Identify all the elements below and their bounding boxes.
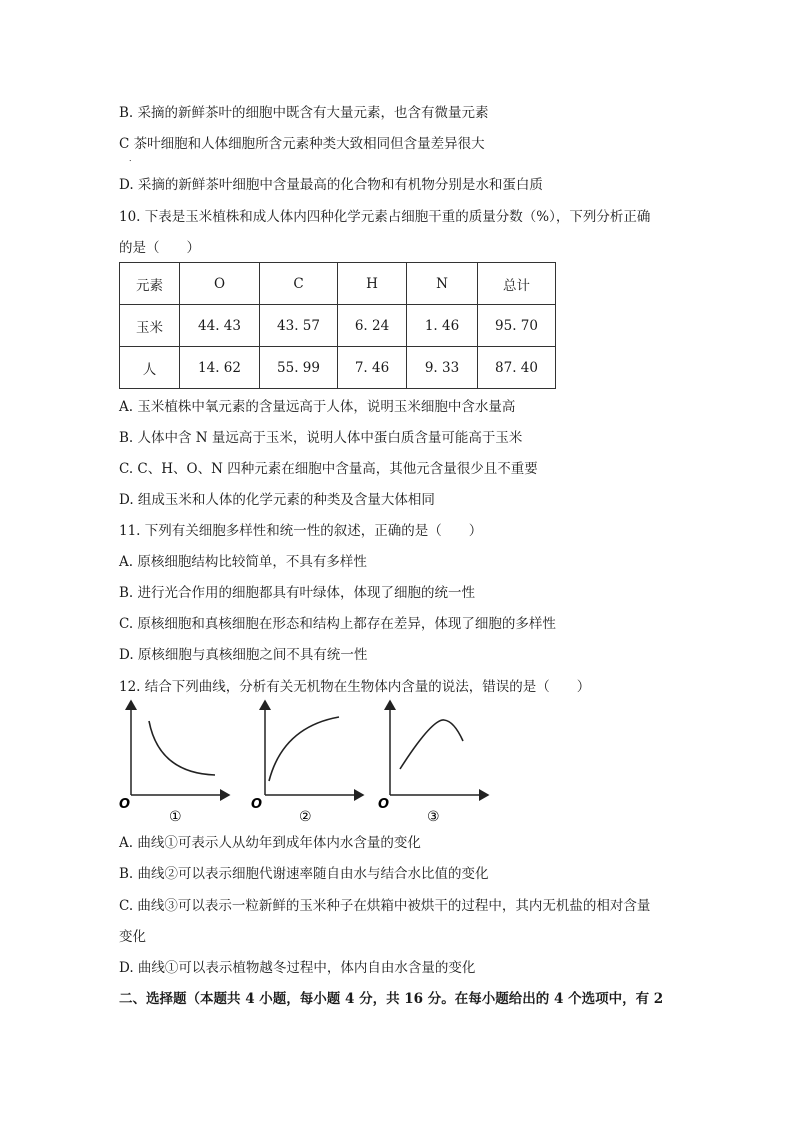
table-cell: 人	[120, 347, 180, 389]
table-header-cell: 总计	[478, 263, 556, 305]
curve-line	[269, 717, 339, 781]
curve-graph-1	[115, 695, 235, 825]
table-cell: 55. 99	[260, 347, 338, 389]
table-row	[120, 305, 556, 347]
table-header-row	[120, 263, 556, 305]
graph-caption: ③	[427, 809, 440, 825]
table-cell: 14. 62	[180, 347, 260, 389]
q9-option-d: D. 采摘的新鲜茶叶细胞中含量最高的化合物和有机物分别是水和蛋白质	[119, 177, 543, 193]
q11-stem: 11. 下列有关细胞多样性和统一性的叙述，正确的是（ ）	[119, 523, 483, 539]
graph-caption: ②	[299, 809, 312, 825]
table-cell: 1. 46	[407, 305, 478, 347]
emphasis-dot: ．	[129, 154, 137, 163]
q10-option-a: A. 玉米植株中氧元素的含量远高于人体，说明玉米细胞中含水量高	[119, 399, 516, 415]
curve-line	[149, 721, 215, 775]
q12-option-a: A. 曲线①可表示人从幼年到成年体内水含量的变化	[119, 835, 421, 851]
q11-option-a: A. 原核细胞结构比较简单，不具有多样性	[119, 554, 367, 570]
table-row	[120, 347, 556, 389]
graph-caption: ①	[169, 809, 182, 825]
q9-option-b: B. 采摘的新鲜茶叶的细胞中既含有大量元素，也含有微量元素	[119, 105, 489, 121]
q10-stem-line2: 的是（ ）	[119, 240, 200, 256]
table-header-cell: 元素	[120, 263, 180, 305]
table-cell: 玉米	[120, 305, 180, 347]
table-header-cell: C	[260, 263, 338, 305]
table-cell: 44. 43	[180, 305, 260, 347]
q12-option-c-line1: C. 曲线③可以表示一粒新鲜的玉米种子在烘箱中被烘干的过程中，其内无机盐的相对含量	[119, 898, 651, 914]
origin-label: O	[378, 797, 390, 812]
q10-option-c: C. C、H、O、N 四种元素在细胞中含量高，其他元含量很少且不重要	[119, 461, 538, 477]
q11-option-b: B. 进行光合作用的细胞都具有叶绿体，体现了细胞的统一性	[119, 585, 476, 601]
table-cell: 7. 46	[338, 347, 407, 389]
q12-option-d: D. 曲线①可以表示植物越冬过程中，体内自由水含量的变化	[119, 960, 476, 976]
q12-option-c-line2: 变化	[119, 929, 146, 945]
table-cell: 9. 33	[407, 347, 478, 389]
table-header-cell: H	[338, 263, 407, 305]
q11-option-c: C. 原核细胞和真核细胞在形态和结构上都存在差异，体现了细胞的多样性	[119, 616, 556, 632]
q10-option-b: B. 人体中含 N 量远高于玉米，说明人体中蛋白质含量可能高于玉米	[119, 430, 523, 446]
table-cell: 87. 40	[478, 347, 556, 389]
q10-option-d: D. 组成玉米和人体的化学元素的种类及含量大体相同	[119, 492, 435, 508]
q12-stem: 12. 结合下列曲线，分析有关无机物在生物体内含量的说法，错误的是（ ）	[119, 679, 591, 695]
origin-label: O	[251, 797, 263, 812]
q9-option-c: C 茶叶细胞和人体细胞所含元素种类大致相同但含量差异很大	[119, 136, 485, 152]
table-cell: 95. 70	[478, 305, 556, 347]
table-header-cell: N	[407, 263, 478, 305]
q12-option-b: B. 曲线②可以表示细胞代谢速率随自由水与结合水比值的变化	[119, 866, 489, 882]
table-cell: 43. 57	[260, 305, 338, 347]
curve-graph-3	[370, 695, 495, 825]
origin-label: O	[119, 797, 131, 812]
q10-stem-line1: 10. 下表是玉米植株和成人体内四种化学元素占细胞干重的质量分数（%），下列分析正确	[119, 209, 651, 225]
section-2-heading: 二、选择题（本题共 4 小题，每小题 4 分，共 16 分。在每小题给出的 4 个选项中，有 2	[119, 991, 664, 1007]
table-header-cell: O	[180, 263, 260, 305]
curve-graph-2	[245, 695, 370, 825]
table-cell: 6. 24	[338, 305, 407, 347]
q11-option-d: D. 原核细胞与真核细胞之间不具有统一性	[119, 647, 368, 663]
curve-line	[400, 720, 463, 769]
element-table	[119, 262, 556, 389]
